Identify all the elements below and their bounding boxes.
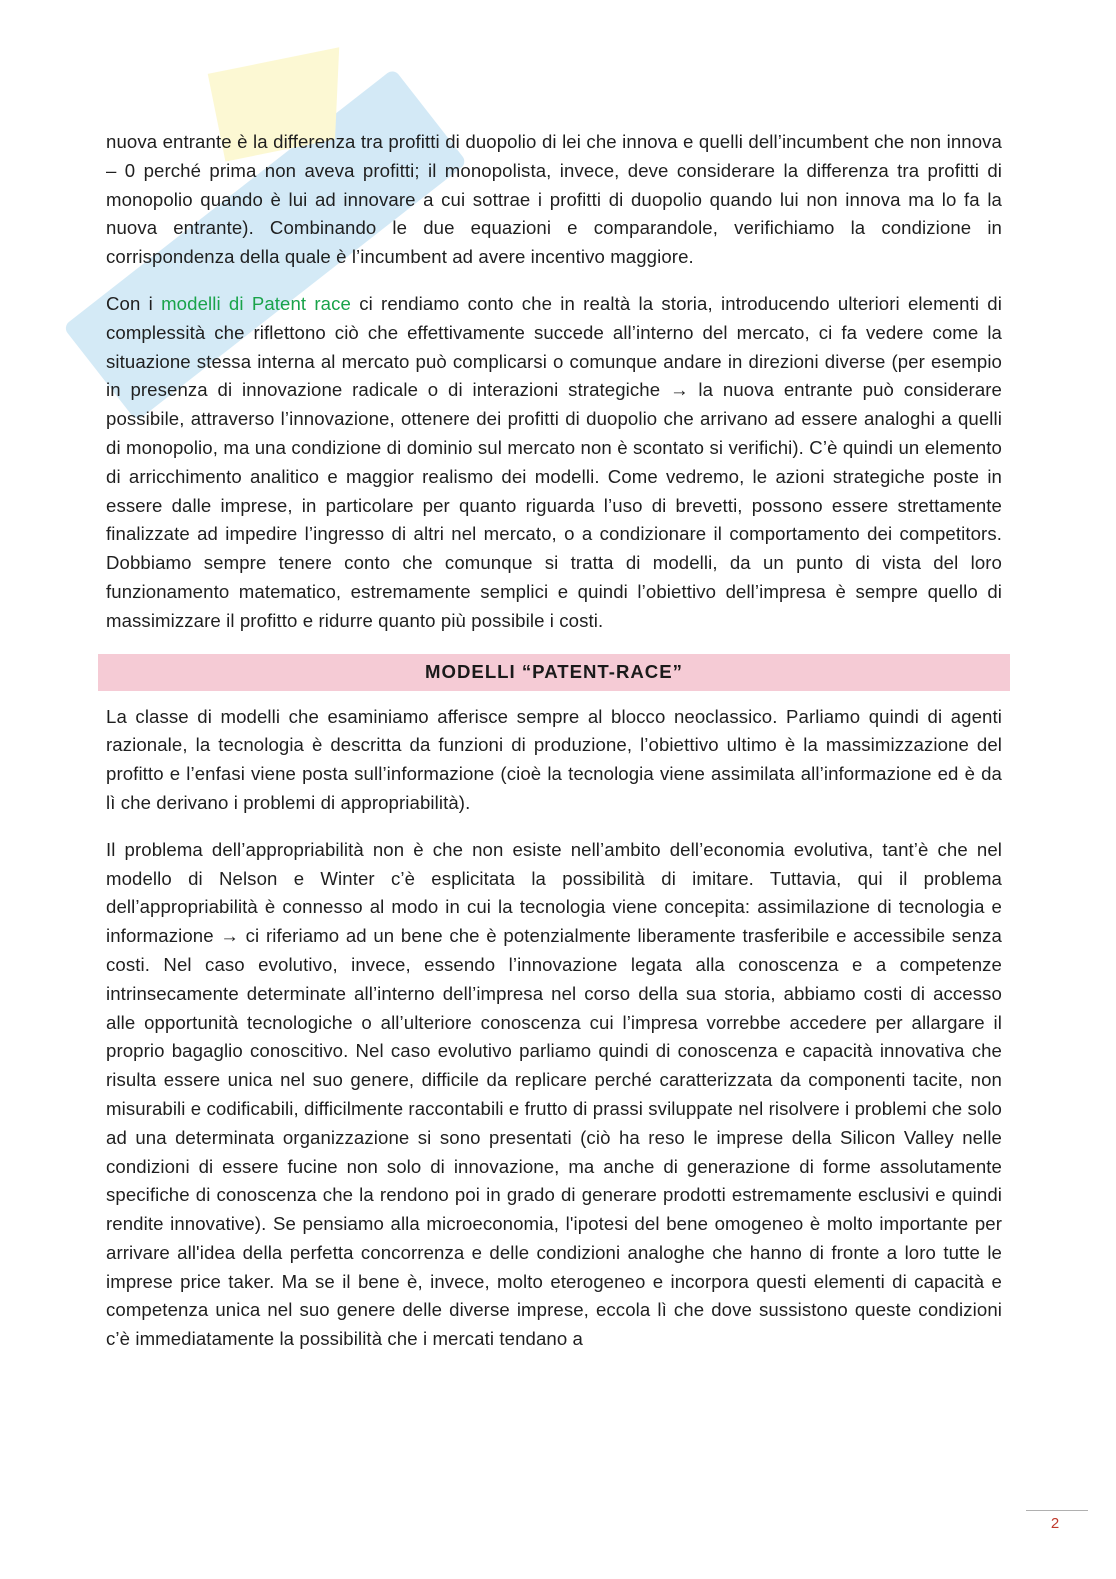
footer-divider <box>1026 1510 1088 1511</box>
document-body <box>106 128 1002 1372</box>
section-heading: MODELLI “PATENT-RACE” <box>425 661 683 683</box>
paragraph-appropriability: Il problema dell’appropriabilità non è che non esiste nell’ambito dell’economia evolutiva, tant’è che nel modello di Nelson e Winter c’è esplicitata la possibilità di imitare. Tuttavia, qui il problema dell’appropriabilità è connesso al modo in cui la tecnologia viene concepita: assimilazione di tecnologia e informazione → ci riferiamo ad un bene che è potenzialmente liberamente trasferibile e accessibile senza costi. Nel caso evolutivo, invece, essendo l’innovazione legata alla conoscenza e a competenze intrinsecamente determinate all’interno dell’impresa nel corso della sua storia, abbiamo costi di accesso alle opportunità tecnologiche o all’ulteriore conoscenza cui l’impresa vorrebbe accedere per allargare il proprio bagaglio conoscitivo. Nel caso evolutivo parliamo quindi di conoscenza e capacità innovativa che risulta essere unica nel suo genere, difficile da replicare perché caratterizzata da componenti tacite, non misurabili e codificabili, difficilmente raccontabili e frutto di prassi sviluppate nel risolvere i problemi che solo ad una determinata organizzazione si sono presentati (ciò ha reso le imprese della Silicon Valley nelle condizioni di essere fucine non solo di innovazione, ma anche di generazione di forme assolutamente specifiche di conoscenza che la rendono poi in grado di generare prodotti estremamente esclusivi e quindi rendite innovative). Se pensiamo alla microeconomia, l'ipotesi del bene omogeneo è molto importante per arrivare all'idea della perfetta concorrenza e delle condizioni analoghe che hanno di fronte a loro tutte le imprese price taker. Ma se il bene è, invece, molto eterogeneo e incorpora questi elementi di capacità e competenza unica nel suo genere delle diverse imprese, eccola lì che dove sussistono queste condizioni c’è immediatamente la possibilità che i mercati tendano a <box>106 838 1002 1350</box>
paragraph-patent-race-intro <box>106 290 1002 636</box>
paragraph-patent-race-start: Con i <box>106 292 162 314</box>
paragraph-patent-race-rest: ci rendiamo conto che in realtà la storia, introducendo ulteriori elementi di complessità che riflettono ciò che effettivamente succede all’interno del mercato, ci fa vedere come la situazione stessa interna al mercato può complicarsi o comunque andare in direzioni diverse (per esempio in presenza di innovazione radicale o di interazioni strategiche → la nuova entrante può considerare possibile, attraverso l’innovazione, ottenere dei profitti di duopolio che arrivano ad essere analoghi a quelli di monopolio, ma una condizione di dominio sul mercato non è scontato si verifichi). C’è quindi un elemento di arricchimento analitico e maggior realismo dei modelli. Come vedremo, le azioni strategiche poste in essere dalle imprese, in particolare per quanto riguarda l’uso di brevetti, possono essere strettamente finalizzate ad impedire l’ingresso di altri nel mercato, o a condizionare il comportamento dei competitors. Dobbiamo sempre tenere conto che comunque si tratta di modelli, da un punto di vista del loro funzionamento matematico, estremamente semplici e quindi l’obiettivo dell’impresa è sempre quello di massimizzare il profitto e ridurre quanto più possibile i costi. <box>106 292 1002 631</box>
section-heading-band <box>98 654 1010 691</box>
paragraph-neoclassical-models: La classe di modelli che esaminiamo afferisce sempre al blocco neoclassico. Parliamo quindi di agenti razionale, la tecnologia è descritta da funzioni di produzione, l’obiettivo ultimo è la massimizzazione del profitto e l’enfasi viene posta sull’informazione (cioè la tecnologia viene assimilata all’informazione ed è da lì che derivano i problemi di appropriabilità). <box>106 705 1002 813</box>
patent-race-highlight: modelli di Patent race <box>161 292 351 314</box>
paragraph-incentive-comparison: nuova entrante è la differenza tra profitti di duopolio di lei che innova e quelli dell’incumbent che non innova – 0 perché prima non aveva profitti; il monopolista, invece, deve considerare la differenza tra profitti di monopolio quando è lui ad innovare a cui sottrae i profitti di duopolio quando lui non innova ma lo fa la nuova entrante). Combinando le due equazioni e comparandole, verifichiamo la condizione in corrispondenza della quale è l’incumbent ad avere incentivo maggiore. <box>106 131 1002 268</box>
page-number: 2 <box>1050 1515 1060 1532</box>
